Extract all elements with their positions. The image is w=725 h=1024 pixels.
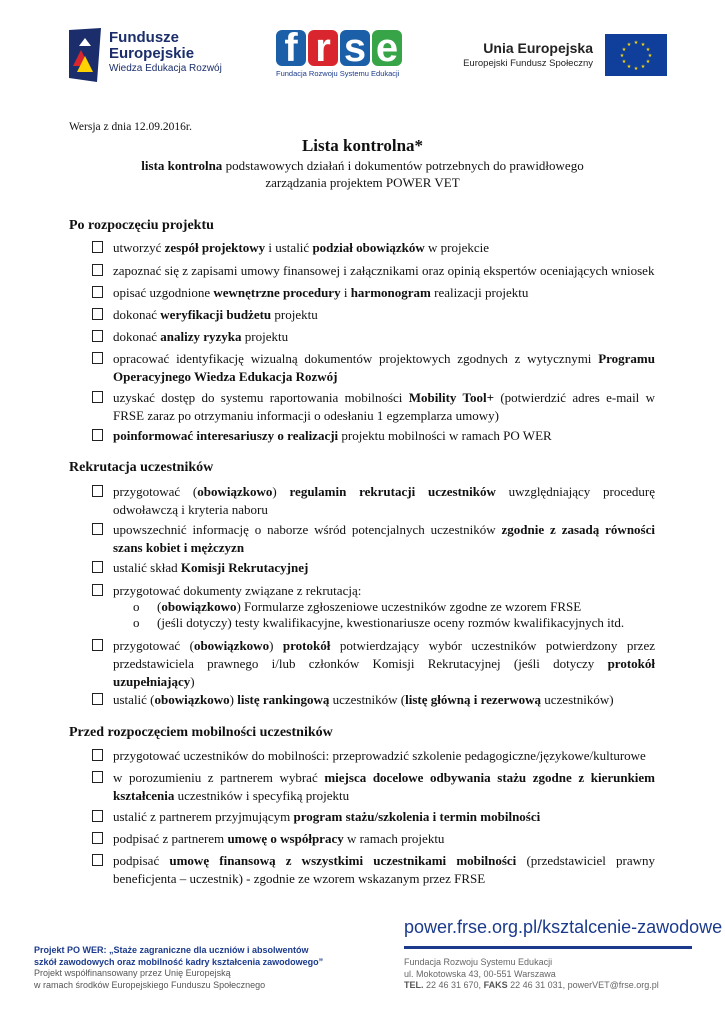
sub-list-item: o (jeśli dotyczy) testy kwalifikacyjne, kwestionariusze oceny rozmów kwalifikacyjnych itd. bbox=[133, 615, 625, 630]
checkbox[interactable] bbox=[92, 854, 103, 866]
checkbox[interactable] bbox=[92, 391, 103, 403]
checkbox[interactable] bbox=[92, 286, 103, 298]
checklist-item: podpisać umowę finansową z wszystkimi uczestnikami mobilności (przedstawiciel prawny beneficjenta – uczestnik) - zgodnie ze wzorem wskazanym przez FRSE bbox=[92, 852, 655, 888]
footer-url-link[interactable]: power.frse.org.pl/ksztalcenie-zawodowe bbox=[404, 917, 723, 937]
frse-letter-r: r bbox=[308, 30, 338, 66]
checkbox[interactable] bbox=[92, 771, 103, 783]
checkbox[interactable] bbox=[92, 485, 103, 497]
fe-line1: Fundusze bbox=[109, 29, 179, 46]
checkbox[interactable] bbox=[92, 308, 103, 320]
svg-text:★: ★ bbox=[621, 59, 627, 65]
svg-text:★: ★ bbox=[633, 40, 639, 46]
checklist-item: przygotować (obowiązkowo) protokół potwierdzający wybór uczestników potwierdzony przez przedstawiciela prawnego i/lub członków Komisji Rekrutacyjnej (jeśli dotyczy protokół uzupełniający) bbox=[92, 637, 655, 691]
ue-title: Unia Europejska bbox=[483, 40, 593, 56]
checkbox[interactable] bbox=[92, 523, 103, 535]
eu-flag-icon bbox=[605, 34, 667, 76]
checkbox[interactable] bbox=[92, 749, 103, 761]
section-title-recruitment: Rekrutacja uczestników bbox=[69, 460, 214, 475]
sub-list-item: o (obowiązkowo) Formularze zgłoszeniowe uczestników zgodne ze wzorem FRSE bbox=[133, 599, 582, 614]
svg-text:★: ★ bbox=[619, 53, 625, 59]
svg-text:★: ★ bbox=[626, 42, 632, 48]
checkbox[interactable] bbox=[92, 429, 103, 441]
checklist-item: w porozumieniu z partnerem wybrać miejsca docelowe odbywania stażu zgodne z kierunkiem kształcenia uczestników i specyfiką projektu bbox=[92, 769, 655, 805]
svg-text:★: ★ bbox=[633, 66, 639, 72]
fe-line3: Wiedza Edukacja Rozwój bbox=[109, 63, 222, 74]
page-subtitle: lista kontrolna podstawowych działań i dokumentów potrzebnych do prawidłowego zarządzania projektem POWER VET bbox=[141, 158, 584, 190]
checkbox[interactable] bbox=[92, 330, 103, 342]
frse-letter-s: s bbox=[340, 30, 370, 66]
checklist-item: ustalić z partnerem przyjmującym program stażu/szkolenia i termin mobilności bbox=[92, 808, 655, 826]
ue-subtitle: Europejski Fundusz Społeczny bbox=[463, 58, 593, 69]
svg-text:★: ★ bbox=[647, 53, 653, 59]
checklist-item: przygotować uczestników do mobilności: przeprowadzić szkolenie pedagogiczne/językowe/kulturowe bbox=[92, 747, 655, 765]
checklist-item: utworzyć zespół projektowy i ustalić podział obowiązków w projekcie bbox=[92, 239, 655, 257]
fundusze-europejskie-logo bbox=[67, 26, 237, 84]
checkbox[interactable] bbox=[92, 241, 103, 253]
checklist-item: podpisać z partnerem umowę o współpracy w ramach projektu bbox=[92, 830, 655, 848]
footer-contact: Fundacja Rozwoju Systemu Edukacji ul. Mokotowska 43, 00-551 Warszawa TEL. 22 46 31 670, FAKS 22 46 31 031, powerVET@frse.org.pl bbox=[404, 957, 659, 990]
checkbox[interactable] bbox=[92, 832, 103, 844]
frse-logo bbox=[276, 26, 406, 85]
fe-star-icon bbox=[67, 26, 101, 82]
footer-project-info: Projekt PO WER: „Staże zagraniczne dla uczniów i absolwentów szkół zawodowych oraz mobilność kadry kształcenia zawodowego” Projekt współfinansowany przez Unię Europejską w ramach środków Europejskiego Funduszu Społecznego bbox=[34, 945, 324, 990]
footer-divider bbox=[404, 946, 692, 949]
checkbox[interactable] bbox=[92, 584, 103, 596]
checklist-item: przygotować (obowiązkowo) regulamin rekrutacji uczestników uwzględniający procedurę odwoławczą i kryteria naboru bbox=[92, 483, 655, 519]
svg-text:★: ★ bbox=[645, 59, 651, 65]
checklist-item: opisać uzgodnione wewnętrzne procedury i harmonogram realizacji projektu bbox=[92, 284, 655, 302]
checkbox[interactable] bbox=[92, 639, 103, 651]
circle-bullet-icon: o bbox=[133, 615, 140, 630]
frse-letter-e: e bbox=[372, 30, 402, 66]
svg-text:★: ★ bbox=[626, 64, 632, 70]
checklist-item: dokonać analizy ryzyka projektu bbox=[92, 328, 655, 346]
fe-line2: Europejskie bbox=[109, 45, 195, 62]
checkbox[interactable] bbox=[92, 693, 103, 705]
svg-text:★: ★ bbox=[621, 47, 627, 53]
checklist-item: zapoznać się z zapisami umowy finansowej i załącznikami oraz opinią ekspertów oceniających wniosek bbox=[92, 262, 655, 280]
unia-europejska-logo bbox=[462, 34, 667, 78]
checklist-item: upowszechnić informację o naborze wśród potencjalnych uczestników zgodnie z zasadą równości szans kobiet i mężczyzn bbox=[92, 521, 655, 557]
checkbox[interactable] bbox=[92, 352, 103, 364]
svg-text:★: ★ bbox=[640, 64, 646, 70]
frse-letter-f: f bbox=[276, 30, 306, 66]
page-title: Lista kontrolna* bbox=[301, 136, 424, 155]
checklist-item: opracować identyfikację wizualną dokumentów projektowych zgodnych z wytycznymi Programu Operacyjnego Wiedza Edukacja Rozwój bbox=[92, 350, 655, 386]
checkbox[interactable] bbox=[92, 810, 103, 822]
checklist-item: poinformować interesariuszy o realizacji projektu mobilności w ramach PO WER bbox=[92, 427, 655, 445]
frse-subtitle: Fundacja Rozwoju Systemu Edukacji bbox=[276, 69, 400, 78]
checkbox[interactable] bbox=[92, 561, 103, 573]
circle-bullet-icon: o bbox=[133, 599, 140, 614]
checklist-item: dokonać weryfikacji budżetu projektu bbox=[92, 306, 655, 324]
checklist-item: przygotować dokumenty związane z rekrutacją: bbox=[92, 582, 655, 600]
version-date: Wersja z dnia 12.09.2016r. bbox=[69, 121, 192, 133]
svg-text:★: ★ bbox=[640, 42, 646, 48]
checkbox[interactable] bbox=[92, 264, 103, 276]
checklist-item: ustalić (obowiązkowo) listę rankingową uczestników (listę główną i rezerwową uczestników) bbox=[92, 691, 655, 709]
checklist-item: ustalić skład Komisji Rekrutacyjnej bbox=[92, 559, 655, 577]
section-title-start: Po rozpoczęciu projektu bbox=[69, 218, 214, 233]
section-title-before-mobility: Przed rozpoczęciem mobilności uczestników bbox=[69, 725, 333, 740]
checklist-item: uzyskać dostęp do systemu raportowania mobilności Mobility Tool+ (potwierdzić adres e-mail w FRSE zaraz po otrzymaniu informacji o odesłaniu 1 egzemplarza umowy) bbox=[92, 389, 655, 425]
svg-text:★: ★ bbox=[645, 47, 651, 53]
